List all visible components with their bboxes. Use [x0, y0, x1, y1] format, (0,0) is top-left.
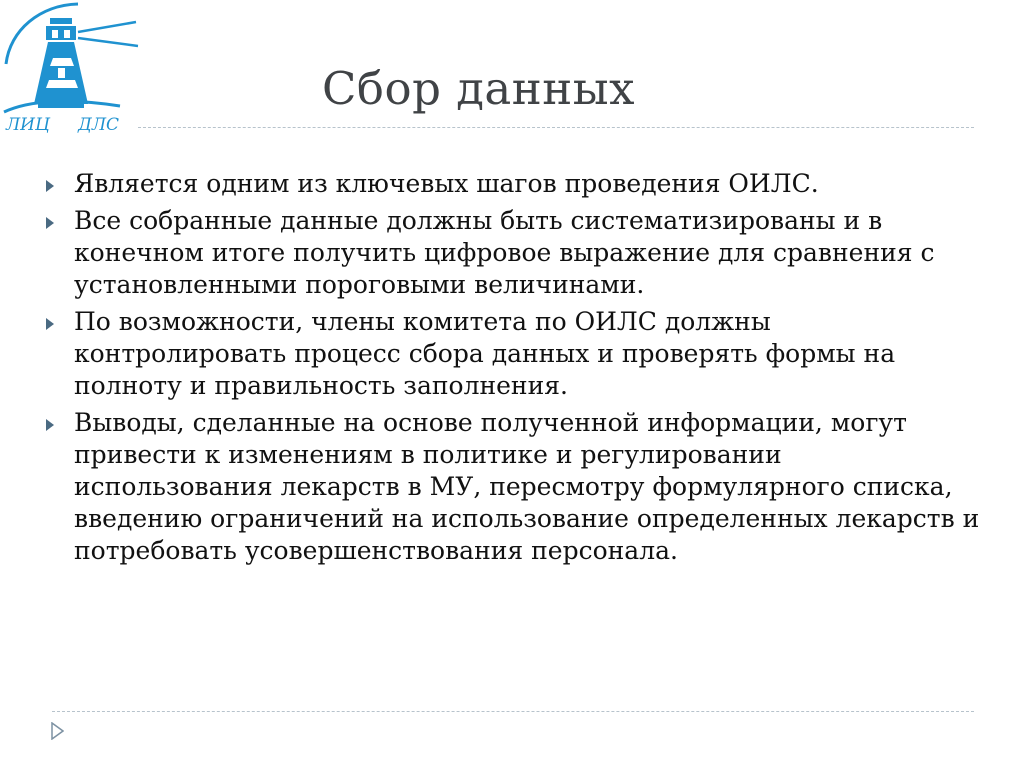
bullet-text: Является одним из ключевых шагов проведения ОИЛС.	[74, 169, 819, 198]
bullet-item	[43, 168, 983, 200]
bullet-text: Все собранные данные должны быть систематизированы и в конечном итоге получить цифровое выражение для сравнения с установленными пороговыми величинами.	[74, 206, 935, 299]
bullet-item	[43, 407, 983, 567]
bullet-arrow-icon	[46, 419, 54, 431]
footer-divider	[52, 711, 974, 712]
bullet-arrow-icon	[46, 217, 54, 229]
bullet-list	[43, 168, 983, 572]
logo-text-right: ДЛС	[78, 115, 120, 135]
logo-text-left: ЛИЦ	[6, 115, 50, 135]
lighthouse-logo	[0, 0, 145, 140]
bullet-arrow-icon	[46, 318, 54, 330]
title-divider	[138, 127, 974, 128]
bullet-arrow-icon	[46, 180, 54, 192]
slide-title: Сбор данных	[322, 62, 635, 115]
footer-arrow-icon	[50, 722, 64, 740]
bullet-text: Выводы, сделанные на основе полученной информации, могут привести к изменениям в политике и регулировании использования лекарств в МУ, пересмотру формулярного списка, введению ограничений на использование определенных лекарств и потребовать усовершенствования персонала.	[74, 408, 980, 565]
bullet-item	[43, 205, 983, 301]
bullet-text: По возможности, члены комитета по ОИЛС должны контролировать процесс сбора данных и проверять формы на полноту и правильность заполнения.	[74, 307, 896, 400]
bullet-item	[43, 306, 983, 402]
